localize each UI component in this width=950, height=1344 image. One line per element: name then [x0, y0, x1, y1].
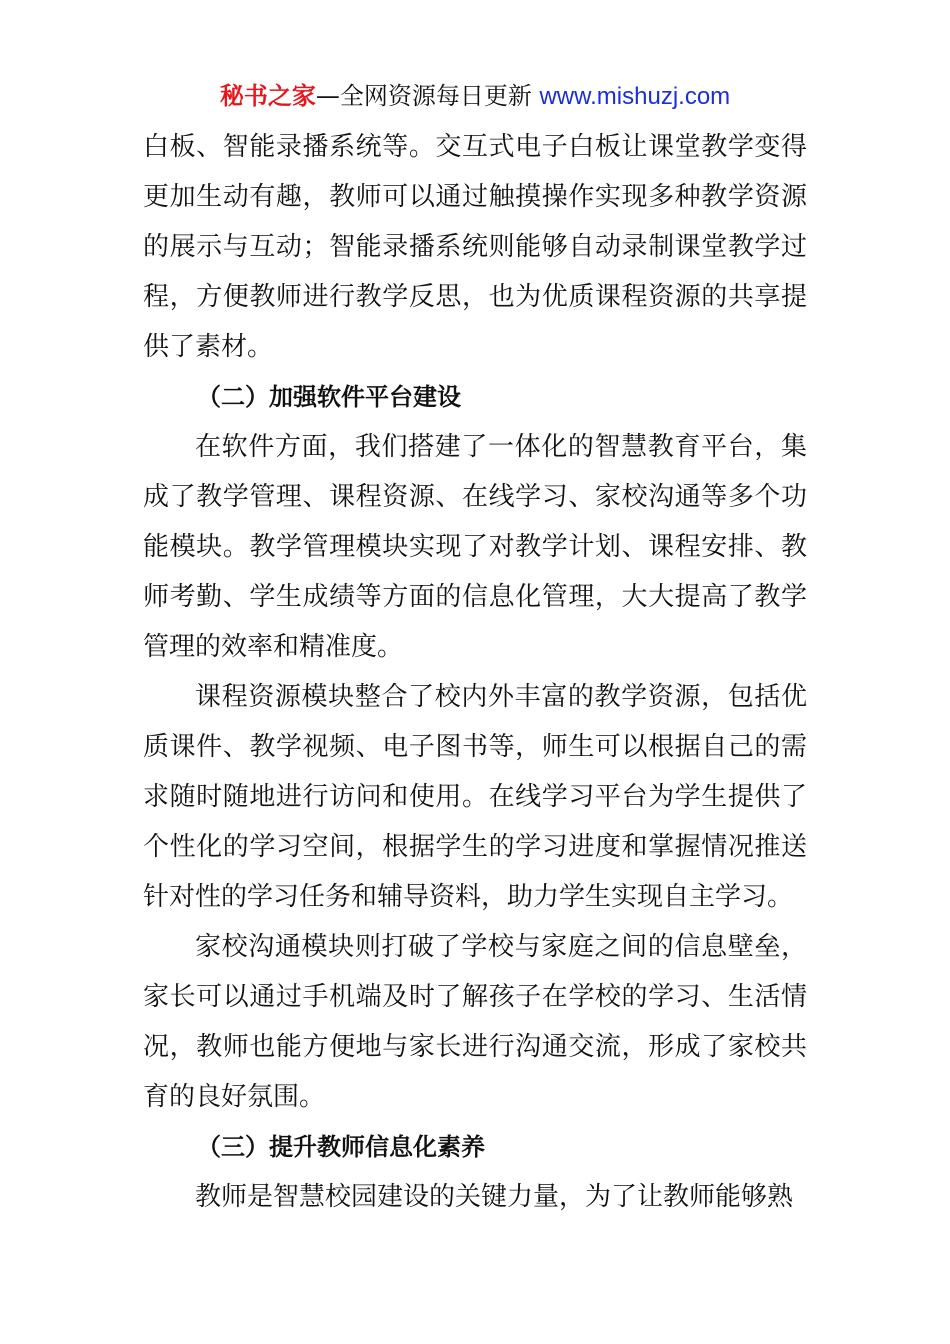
paragraph-software-platform: 在软件方面，我们搭建了一体化的智慧教育平台，集成了教学管理、课程资源、在线学习、家校沟通等多个功能模块。教学管理模块实现了对教学计划、课程安排、教师考勤、学生成绩等方面的信息化管理，大大提高了教学管理的效率和精准度。: [143, 432, 807, 662]
document-body: [143, 122, 807, 1222]
paragraph-hardware-continued: 白板、智能录播系统等。交互式电子白板让课堂教学变得更加生动有趣，教师可以通过触摸操作实现多种教学资源的展示与互动；智能录播系统则能够自动录制课堂教学过程，方便教师进行教学反思，也为优质课程资源的共享提供了素材。: [143, 132, 807, 362]
paragraph-teacher-intro: 教师是智慧校园建设的关键力量，为了让教师能够熟: [195, 1182, 794, 1212]
site-url-link[interactable]: www.mishuzj.com: [539, 83, 731, 110]
site-tagline: —全网资源每日更新: [315, 82, 540, 110]
site-header: [0, 78, 950, 115]
section-heading-teacher-literacy: （三）提升教师信息化素养: [197, 1133, 485, 1161]
site-brand: 秘书之家: [219, 82, 316, 110]
section-heading-software: （二）加强软件平台建设: [197, 383, 461, 411]
paragraph-course-resources: 课程资源模块整合了校内外丰富的教学资源，包括优质课件、教学视频、电子图书等，师生可以根据自己的需求随时随地进行访问和使用。在线学习平台为学生提供了个性化的学习空间，根据学生的学习进度和掌握情况推送针对性的学习任务和辅导资料，助力学生实现自主学习。: [143, 682, 807, 912]
paragraph-home-school: 家校沟通模块则打破了学校与家庭之间的信息壁垒，家长可以通过手机端及时了解孩子在学校的学习、生活情况，教师也能方便地与家长进行沟通交流，形成了家校共育的良好氛围。: [143, 932, 807, 1112]
